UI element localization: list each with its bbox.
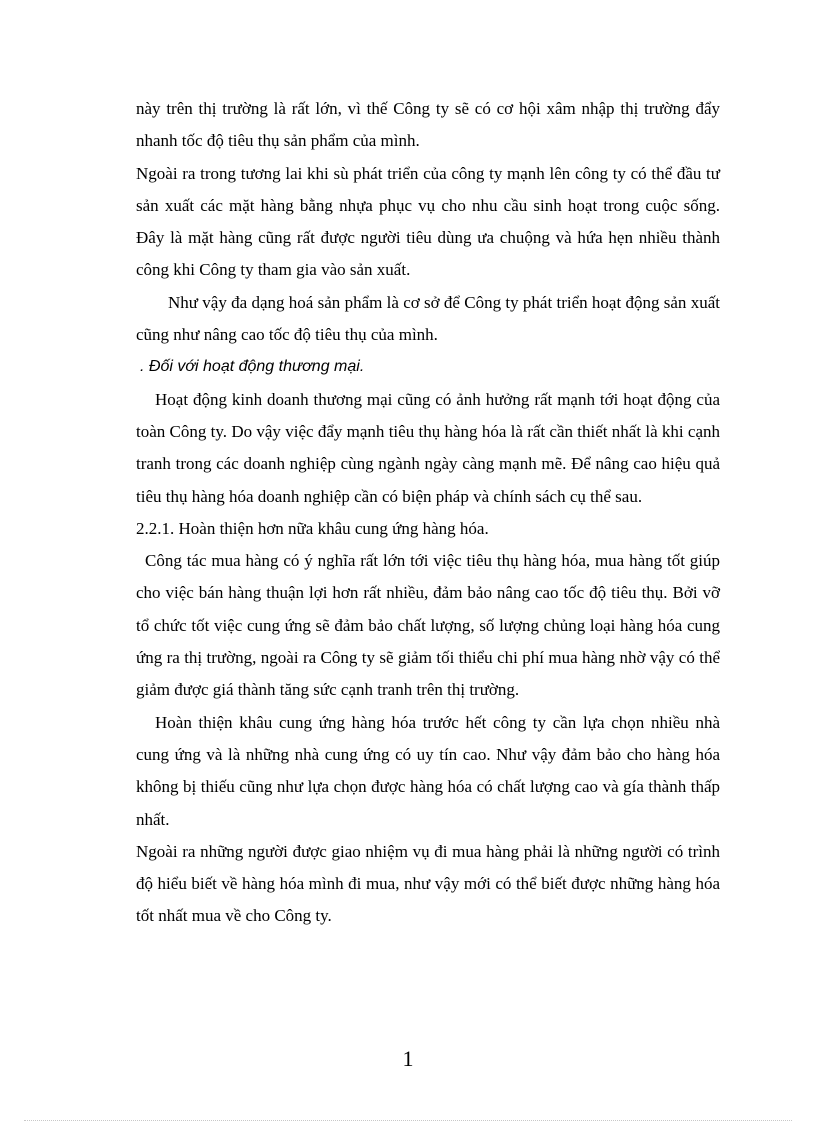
subheading-trade-activity: . Đối với hoạt động thương mại. (140, 358, 365, 376)
footer-divider (24, 1120, 792, 1121)
document-body (136, 93, 720, 933)
paragraph-diversification: Như vậy đa dạng hoá sản phẩm là cơ sở để Công ty phát triển hoạt động sản xuất cũng như nâng cao tốc độ tiêu thụ của mình. (136, 292, 720, 345)
paragraph-purchasing: Công tác mua hàng có ý nghĩa rất lớn tới việc tiêu thụ hàng hóa, mua hàng tốt giúp cho việc bán hàng thuận lợi hơn rất nhiều, đảm bảo nâng cao tốc độ tiêu thụ. Bởi vỡ tổ chức tốt việc cung ứng sẽ đảm bảo chất lượng, số lượng chủng loại hàng hóa cung ứng ra thị trường, ngoài ra Công ty sẽ giảm tối thiểu chi phí mua hàng nhờ vậy có thể giảm được giá thành tăng sức cạnh tranh trên thị trường. (136, 551, 720, 700)
paragraph-market-continuation: này trên thị trường là rất lớn, vì thế Công ty sẽ có cơ hội xâm nhập thị trường đẩy nhanh tốc độ tiêu thụ sản phẩm của mình. (136, 99, 720, 151)
page-number: 1 (402, 1046, 414, 1071)
section-heading-2-2-1: 2.2.1. Hoàn thiện hơn nữa khâu cung ứng hàng hóa. (136, 518, 489, 538)
paragraph-plastic-products: Ngoài ra trong tương lai khi sù phát triển của công ty mạnh lên công ty có thể đầu tư sản xuất các mặt hàng bằng nhựa phục vụ cho nhu cầu sinh hoạt trong cuộc sống. Đây là mặt hàng cũng rất được người tiêu dùng ưa chuộng và hứa hẹn nhiều thành công khi Công ty tham gia vào sản xuất. (136, 163, 720, 280)
paragraph-supply-improvement: Hoàn thiện khâu cung ứng hàng hóa trước hết công ty cần lựa chọn nhiều nhà cung ứng và là những nhà cung ứng có uy tín cao. Như vậy đảm bảo cho hàng hóa không bị thiếu cũng như lựa chọn được hàng hóa có chất lượng cao và gía thành thấp nhất. (136, 712, 720, 829)
paragraph-trade-business: Hoạt động kinh doanh thương mại cũng có ảnh hưởng rất mạnh tới hoạt động của toàn Công ty. Do vậy việc đẩy mạnh tiêu thụ hàng hóa là rất cần thiết nhất là khi cạnh tranh trong các doanh nghiệp cùng ngành ngày càng mạnh mẽ. Để nâng cao hiệu quả tiêu thụ hàng hóa doanh nghiệp cần có biện pháp và chính sách cụ thể sau. (136, 389, 720, 506)
paragraph-purchasing-staff: Ngoài ra những người được giao nhiệm vụ đi mua hàng phải là những người có trình độ hiểu biết về hàng hóa mình đi mua, như vậy mới có thể biết được những hàng hóa tốt nhất mua về cho Công ty. (136, 841, 720, 926)
